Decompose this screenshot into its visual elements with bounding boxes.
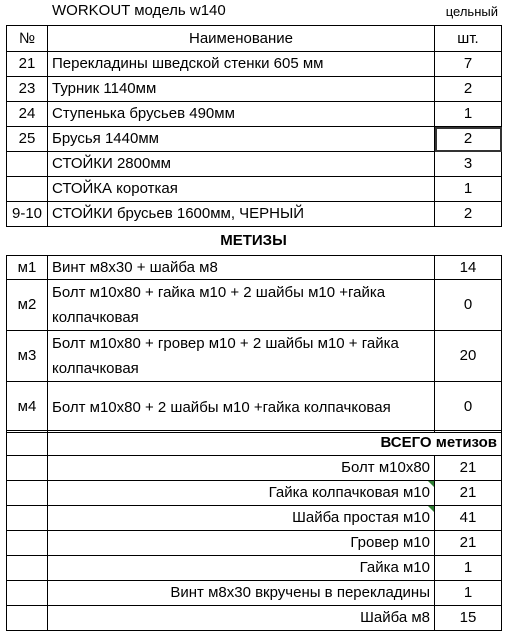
col-header-name[interactable]: Наименование [48, 26, 435, 52]
empty-cell[interactable] [7, 606, 48, 631]
table-row [7, 331, 502, 382]
row-name[interactable]: Брусья 1440мм [48, 127, 435, 152]
table-row [7, 256, 502, 280]
totals-qty[interactable]: 21 [435, 456, 502, 481]
table-row [7, 280, 502, 331]
totals-name[interactable]: Винт м8х30 вкручены в перекладины [48, 581, 435, 606]
row-num[interactable]: 23 [7, 77, 48, 102]
totals-name[interactable]: Шайба м8 [48, 606, 435, 631]
row-qty[interactable]: 1 [435, 102, 502, 127]
empty-cell[interactable] [7, 506, 48, 531]
row-name[interactable]: СТОЙКИ 2800мм [48, 152, 435, 177]
empty-cell[interactable] [7, 481, 48, 506]
table-row [7, 102, 502, 127]
empty-cell[interactable] [7, 581, 48, 606]
row-name[interactable]: Турник 1140мм [48, 77, 435, 102]
table-row [7, 127, 502, 152]
row-qty[interactable]: 1 [435, 177, 502, 202]
hardware-section-title: МЕТИЗЫ [220, 232, 287, 249]
totals-qty[interactable]: 21 [435, 531, 502, 556]
sheet-note: цельный [445, 4, 498, 19]
hardware-code[interactable]: м3 [7, 331, 48, 382]
hardware-name[interactable]: Болт м10х80 + гайка м10 + 2 шайбы м10 +гайка колпачковая [48, 280, 435, 331]
row-num[interactable]: 21 [7, 52, 48, 77]
hardware-name[interactable]: Болт м10х80 + 2 шайбы м10 +гайка колпачковая [48, 382, 435, 433]
row-name[interactable]: СТОЙКИ брусьев 1600мм, ЧЕРНЫЙ [48, 202, 435, 227]
row-name[interactable]: Перекладины шведской стенки 605 мм [48, 52, 435, 77]
table-row [7, 77, 502, 102]
totals-name[interactable]: Гровер м10 [48, 531, 435, 556]
table-row [7, 606, 502, 631]
parts-table [6, 25, 502, 227]
totals-name[interactable]: Болт м10х80 [48, 456, 435, 481]
hardware-qty[interactable]: 0 [435, 280, 502, 331]
totals-name[interactable]: Шайба простая м10 [48, 506, 435, 531]
hardware-name[interactable]: Винт м8х30 + шайба м8 [48, 256, 435, 280]
table-row [7, 152, 502, 177]
row-name[interactable]: СТОЙКА короткая [48, 177, 435, 202]
table-row [7, 202, 502, 227]
totals-name[interactable]: Гайка м10 [48, 556, 435, 581]
selected-cell[interactable]: 2 [435, 127, 502, 152]
totals-header-row [7, 431, 502, 456]
row-num[interactable]: 25 [7, 127, 48, 152]
col-header-num[interactable]: № [7, 26, 48, 52]
sheet-header [0, 0, 506, 24]
table-row [7, 481, 502, 506]
table-row [7, 52, 502, 77]
empty-cell[interactable] [7, 431, 48, 456]
hardware-name[interactable]: Болт м10х80 + гровер м10 + 2 шайбы м10 + гайка колпачковая [48, 331, 435, 382]
hardware-qty[interactable]: 20 [435, 331, 502, 382]
row-num[interactable]: 9-10 [7, 202, 48, 227]
empty-cell[interactable] [7, 556, 48, 581]
table-row [7, 506, 502, 531]
sheet-title: WORKOUT модель w140 [52, 2, 226, 19]
totals-qty[interactable]: 1 [435, 581, 502, 606]
totals-name[interactable]: Гайка колпачковая м10 [48, 481, 435, 506]
hardware-table [6, 255, 502, 433]
row-qty[interactable]: 3 [435, 152, 502, 177]
row-num[interactable] [7, 177, 48, 202]
parts-header-row [7, 26, 502, 52]
table-row [7, 581, 502, 606]
hardware-code[interactable]: м2 [7, 280, 48, 331]
table-row [7, 456, 502, 481]
col-header-qty[interactable]: шт. [435, 26, 502, 52]
empty-cell[interactable] [7, 531, 48, 556]
row-num[interactable] [7, 152, 48, 177]
table-row [7, 177, 502, 202]
hardware-qty[interactable]: 0 [435, 382, 502, 433]
table-row [7, 556, 502, 581]
hardware-code[interactable]: м4 [7, 382, 48, 433]
empty-cell[interactable] [7, 456, 48, 481]
table-row [7, 382, 502, 433]
row-qty[interactable]: 2 [435, 77, 502, 102]
totals-qty[interactable]: 15 [435, 606, 502, 631]
table-row [7, 531, 502, 556]
totals-qty[interactable]: 41 [435, 506, 502, 531]
row-num[interactable]: 24 [7, 102, 48, 127]
row-qty[interactable]: 2 [435, 202, 502, 227]
totals-qty[interactable]: 21 [435, 481, 502, 506]
hardware-code[interactable]: м1 [7, 256, 48, 280]
totals-qty[interactable]: 1 [435, 556, 502, 581]
row-qty[interactable]: 7 [435, 52, 502, 77]
row-name[interactable]: Ступенька брусьев 490мм [48, 102, 435, 127]
totals-table [6, 430, 502, 631]
hardware-qty[interactable]: 14 [435, 256, 502, 280]
totals-title[interactable]: ВСЕГО метизов [48, 431, 502, 456]
